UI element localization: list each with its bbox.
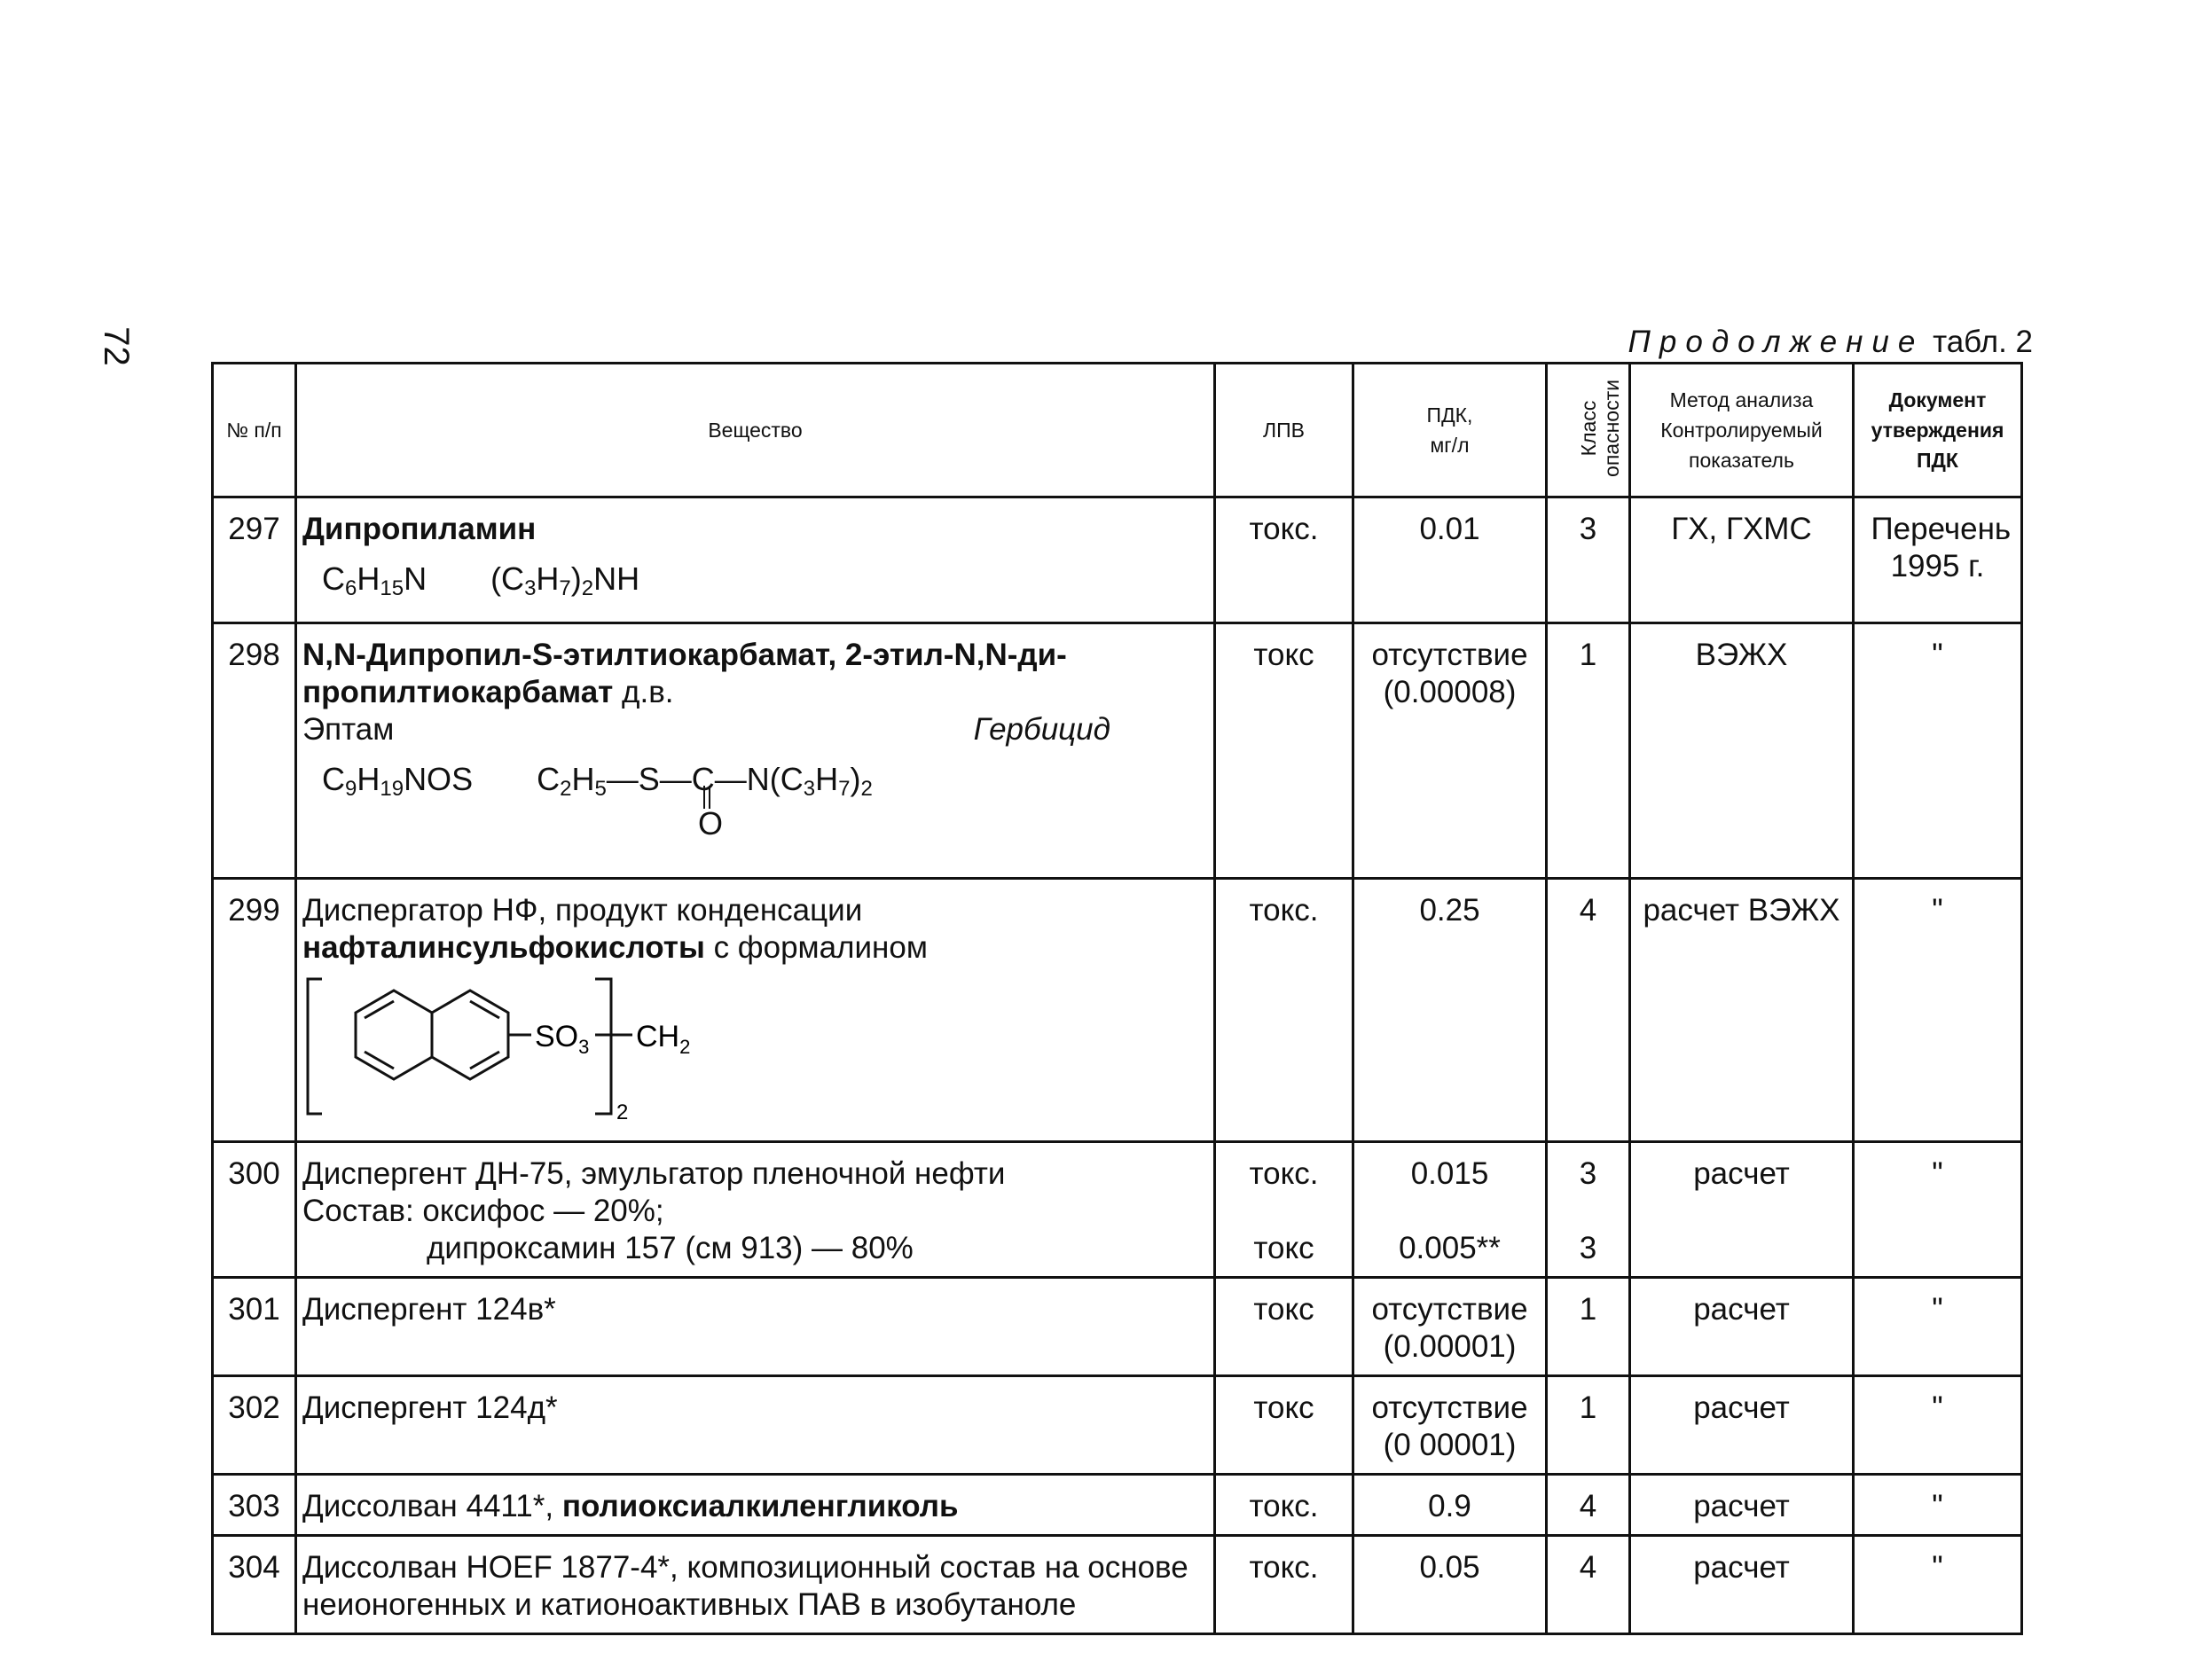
- lpv-cell: токс.: [1215, 879, 1353, 1142]
- method-cell: расчет: [1630, 1376, 1854, 1475]
- substance-name: Дипропиламин: [302, 512, 537, 546]
- substance-cell: Диспергент 124в*: [296, 1278, 1215, 1376]
- pdk-cell: отсутствие (0.00008): [1353, 623, 1547, 879]
- document-cell: ": [1854, 879, 2022, 1142]
- pdk-cell: 0.015 0.005**: [1353, 1142, 1547, 1278]
- substance-name-2: нафталинсульфокислоты с формалином: [302, 930, 928, 965]
- row-number: 304: [213, 1536, 296, 1634]
- header-hazard-class: [1547, 364, 1630, 497]
- pdk-cell: 0.01: [1353, 497, 1547, 623]
- class-cell: 1: [1547, 623, 1630, 879]
- row-number: 298: [213, 623, 296, 879]
- document-cell: ": [1854, 1142, 2022, 1278]
- row-number: 302: [213, 1376, 296, 1475]
- class-cell: 1: [1547, 1376, 1630, 1475]
- table-caption: [1628, 325, 2033, 360]
- row-number: 303: [213, 1475, 296, 1536]
- caption-table-ref: табл. 2: [1933, 325, 2033, 359]
- header-document: Документ утверждения ПДК: [1854, 364, 2022, 497]
- carbonyl-oxygen: O: [698, 805, 724, 842]
- method-cell: расчет ВЭЖХ: [1630, 879, 1854, 1142]
- naphthalene-structure: [302, 972, 764, 1123]
- table-row: [213, 1536, 2022, 1634]
- composition-line: Состав: оксифос — 20%;: [302, 1194, 664, 1228]
- class-cell: 3: [1547, 497, 1630, 623]
- class-cell: 4: [1547, 1475, 1630, 1536]
- table-header-row: [213, 364, 2022, 497]
- header-substance: Вещество: [296, 364, 1215, 497]
- method-cell: ВЭЖХ: [1630, 623, 1854, 879]
- composition-line: дипроксамин 157 (см 913) — 80%: [427, 1231, 914, 1265]
- lpv-cell: токс.: [1215, 1475, 1353, 1536]
- document-cell: Перечень 1995 г.: [1854, 497, 2022, 623]
- substance-trade: Эптам Гербицид: [302, 712, 1110, 747]
- substance-cell: Диссолван 4411*, полиоксиалкиленгликоль: [296, 1475, 1215, 1536]
- table-row: [213, 1475, 2022, 1536]
- substance-cell: [296, 497, 1215, 623]
- substances-table: [211, 362, 2023, 1635]
- chemical-formula: $C_9H_{19}NOS$ $C_2H_5—S—C—N(C_3H_7)_2$ O: [322, 761, 873, 842]
- method-cell: ГХ, ГХМС: [1630, 497, 1854, 623]
- polymer-n: 2: [616, 1100, 629, 1123]
- lpv-cell: токс. токс: [1215, 1142, 1353, 1278]
- lpv-cell: токс: [1215, 1278, 1353, 1376]
- lpv-cell: токс: [1215, 623, 1353, 879]
- caption-continuation: Продолжение: [1628, 325, 1925, 359]
- document-cell: ": [1854, 1376, 2022, 1475]
- header-lpv: ЛПВ: [1215, 364, 1353, 497]
- class-cell: 4: [1547, 879, 1630, 1142]
- pdk-cell: отсутствие (0.00001): [1353, 1278, 1547, 1376]
- header-pdk: [1353, 364, 1547, 497]
- substance-cell: [296, 1142, 1215, 1278]
- lpv-cell: токс: [1215, 1376, 1353, 1475]
- pdk-cell: отсутствие (0 00001): [1353, 1376, 1547, 1475]
- header-pdk-label: ПДК,: [1426, 403, 1473, 427]
- substance-name: Диспергент ДН-75, эмульгатор пленочной нефти: [302, 1156, 1006, 1191]
- document-cell: ": [1854, 623, 2022, 879]
- header-num: № п/п: [213, 364, 296, 497]
- document-cell: ": [1854, 1278, 2022, 1376]
- lpv-cell: токс.: [1215, 1536, 1353, 1634]
- pdk-cell: 0.05: [1353, 1536, 1547, 1634]
- method-cell: расчет: [1630, 1475, 1854, 1536]
- header-hazard-class-label: Класс опасности: [1576, 380, 1623, 477]
- table-row: [213, 1376, 2022, 1475]
- document-cell: ": [1854, 1536, 2022, 1634]
- method-cell: расчет: [1630, 1278, 1854, 1376]
- chemical-formula: $C_6H_{15}N$ $(C_3H_7)_2NH$: [322, 560, 640, 600]
- table-row: [213, 623, 2022, 879]
- ch2-label: $CH_2$: [636, 1020, 691, 1058]
- row-number: 299: [213, 879, 296, 1142]
- header-method: Метод анализа Контролируемый показатель: [1630, 364, 1854, 497]
- table-row: [213, 1278, 2022, 1376]
- substance-name: Диспергатор НФ, продукт конденсации: [302, 893, 863, 928]
- pdk-cell: 0.25: [1353, 879, 1547, 1142]
- so3-label: $SO_3$: [535, 1020, 590, 1058]
- table-row: [213, 1142, 2022, 1278]
- class-cell: 3 3: [1547, 1142, 1630, 1278]
- method-cell: расчет: [1630, 1536, 1854, 1634]
- table-row: [213, 879, 2022, 1142]
- lpv-cell: токс.: [1215, 497, 1353, 623]
- substance-cell: Диссолван HOEF 1877-4*, композиционный состав на основе неионогенных и катионоактивных ПАВ в изобутаноле: [296, 1536, 1215, 1634]
- substance-name: N,N-Дипропил-S-этилтиокарбамат, 2-этил-N,N-ди-пропилтиокарбамат д.в.: [302, 638, 1067, 709]
- class-cell: 1: [1547, 1278, 1630, 1376]
- row-number: 300: [213, 1142, 296, 1278]
- method-cell: расчет: [1630, 1142, 1854, 1278]
- page-number: 72: [96, 326, 136, 366]
- substance-cell: [296, 623, 1215, 879]
- substance-cell: [296, 879, 1215, 1142]
- substance-cell: Диспергент 124д*: [296, 1376, 1215, 1475]
- header-pdk-unit: мг/л: [1430, 434, 1470, 457]
- class-cell: 4: [1547, 1536, 1630, 1634]
- row-number: 297: [213, 497, 296, 623]
- table-row: [213, 497, 2022, 623]
- row-number: 301: [213, 1278, 296, 1376]
- pdk-cell: 0.9: [1353, 1475, 1547, 1536]
- document-cell: ": [1854, 1475, 2022, 1536]
